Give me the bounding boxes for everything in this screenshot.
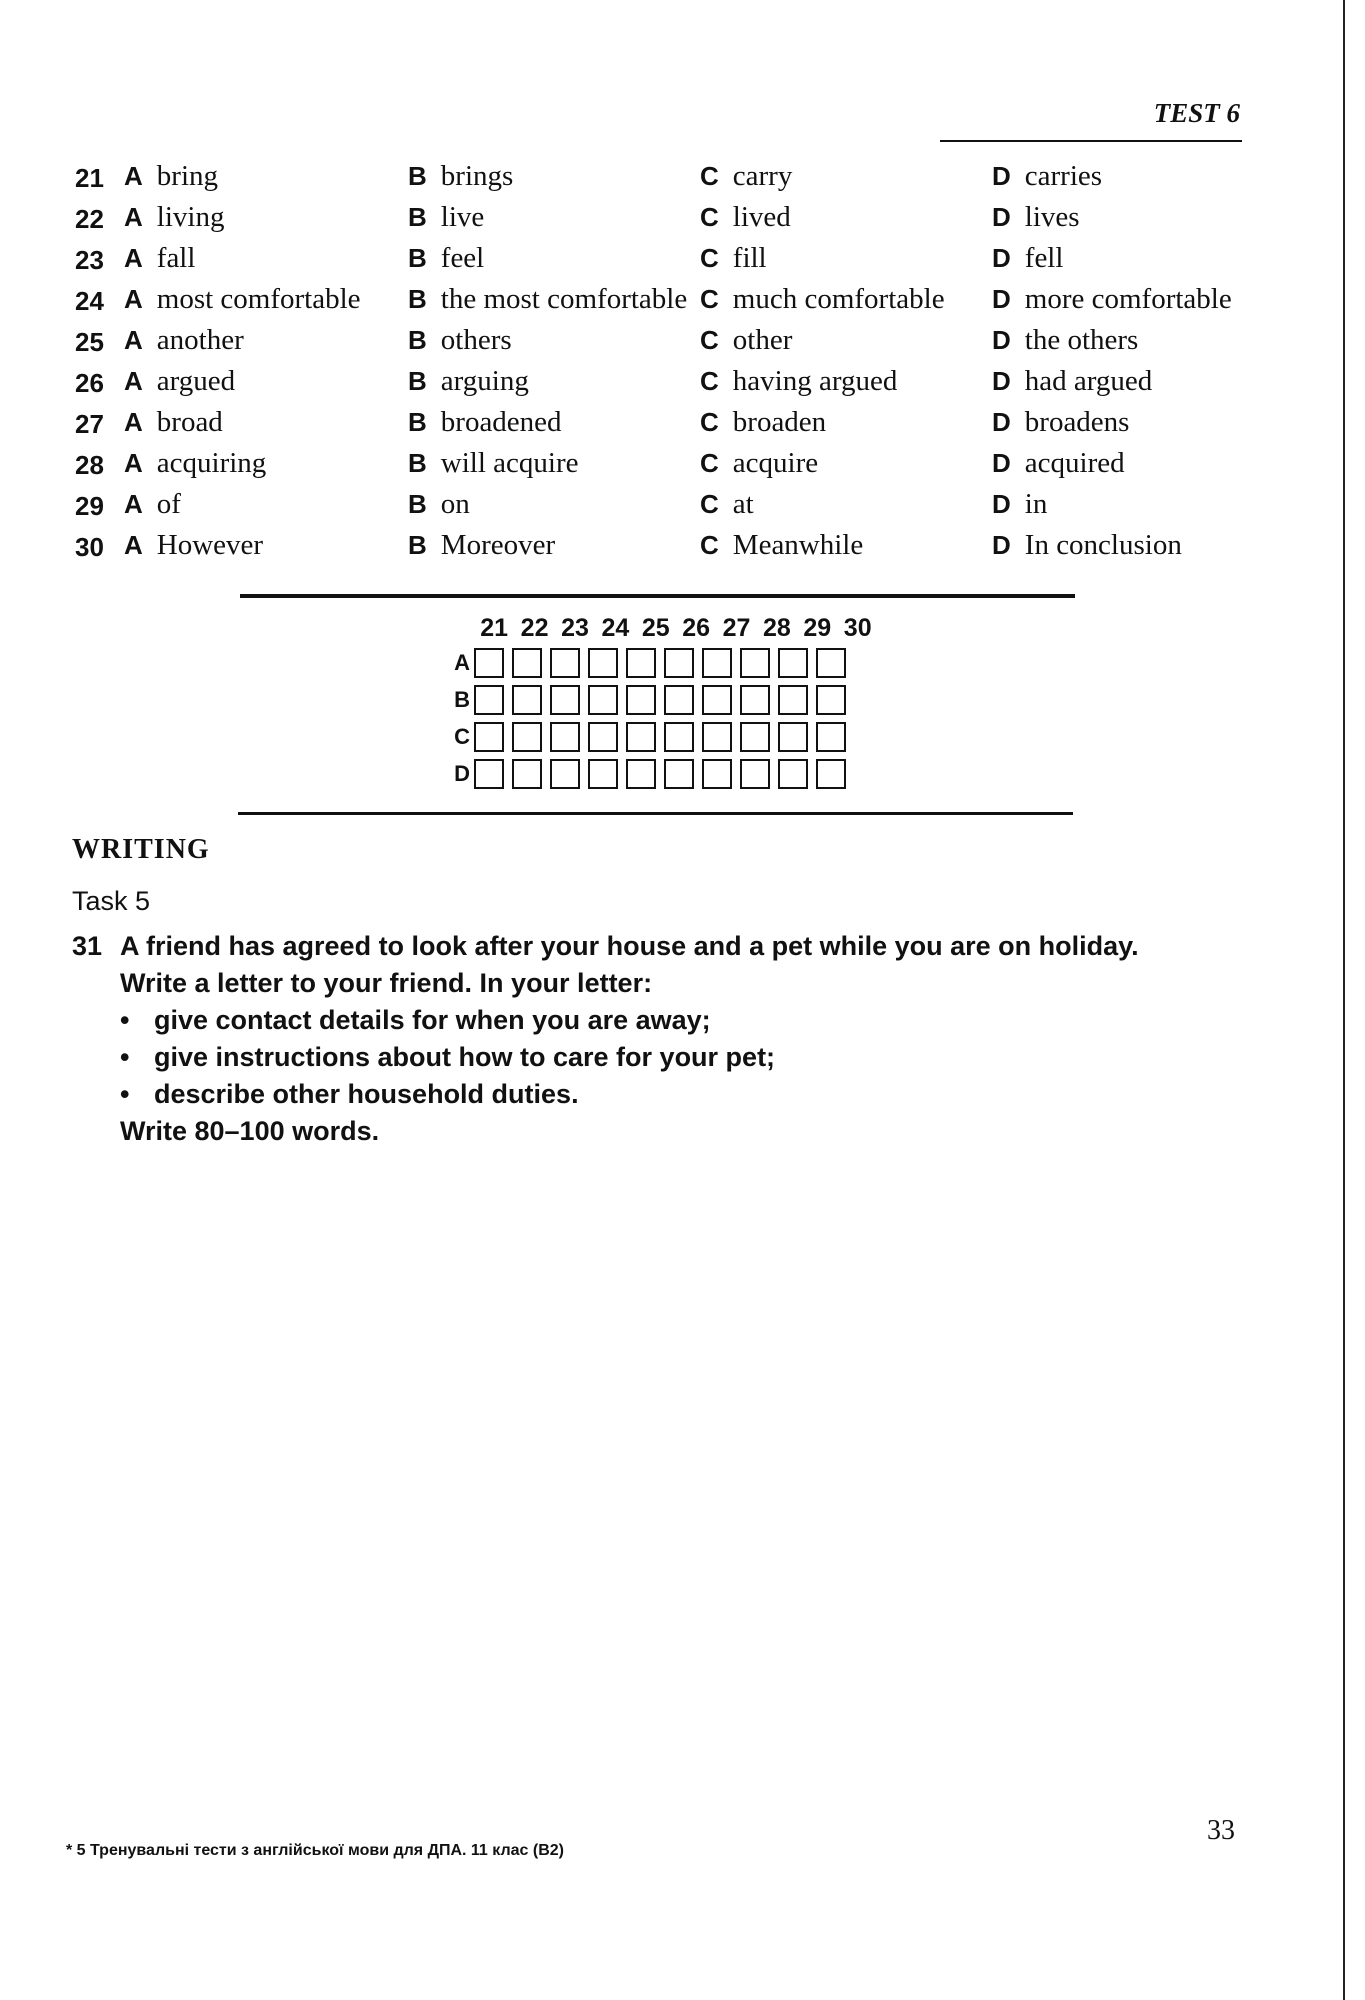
- answer-checkbox[interactable]: [778, 648, 808, 678]
- divider-bottom: [238, 812, 1073, 815]
- option-text: broaden: [732, 406, 827, 438]
- option-d: [992, 406, 1129, 439]
- task-bullets: [120, 1002, 775, 1113]
- question-row: [0, 242, 1365, 284]
- option-text: the most comfortable: [440, 283, 688, 315]
- question-row: [0, 406, 1365, 448]
- option-text: acquiring: [156, 447, 267, 479]
- question-number: 30: [75, 532, 104, 562]
- option-b: [408, 324, 512, 357]
- option-text: live: [440, 201, 485, 233]
- page-number: 33: [1207, 1815, 1235, 1846]
- answer-checkbox[interactable]: [474, 685, 504, 715]
- bullet-text: describe other household duties.: [154, 1079, 579, 1109]
- grid-column-label: 29: [803, 614, 832, 642]
- option-text: feel: [440, 242, 485, 274]
- bullet-item: [120, 1076, 775, 1113]
- question-number: 25: [75, 327, 104, 357]
- option-a: [124, 324, 244, 357]
- answer-checkbox[interactable]: [550, 722, 580, 752]
- option-letter: C: [700, 161, 719, 191]
- task-prompt-line1: A friend has agreed to look after your house and a pet while you are on holiday.: [120, 931, 1139, 961]
- answer-checkbox[interactable]: [512, 648, 542, 678]
- option-text: arguing: [440, 365, 529, 397]
- footer-note: * 5 Тренувальні тести з англійської мови для ДПА. 11 клас (B2): [66, 1842, 564, 1859]
- question-number: 22: [75, 204, 104, 234]
- option-text: However: [156, 529, 264, 561]
- option-c: [700, 160, 792, 193]
- option-letter: B: [408, 407, 427, 437]
- answer-checkbox[interactable]: [740, 648, 770, 678]
- answer-checkbox[interactable]: [550, 648, 580, 678]
- option-letter: D: [992, 448, 1011, 478]
- answer-checkbox[interactable]: [778, 722, 808, 752]
- answer-checkbox[interactable]: [550, 759, 580, 789]
- option-letter: D: [992, 366, 1011, 396]
- option-letter: A: [124, 202, 143, 232]
- answer-checkbox[interactable]: [474, 722, 504, 752]
- grid-row: [440, 685, 854, 715]
- bullet-text: give contact details for when you are away;: [154, 1005, 711, 1035]
- option-text: brings: [440, 160, 514, 192]
- option-letter: C: [700, 202, 719, 232]
- grid-row-label: C: [454, 724, 470, 749]
- answer-checkbox[interactable]: [740, 722, 770, 752]
- option-text: having argued: [732, 365, 898, 397]
- option-letter: C: [700, 530, 719, 560]
- option-text: In conclusion: [1024, 529, 1182, 561]
- header-rule: [940, 140, 1242, 142]
- option-a: [124, 488, 181, 521]
- bullet-item: [120, 1039, 775, 1076]
- option-text: Moreover: [440, 529, 556, 561]
- answer-checkbox[interactable]: [702, 685, 732, 715]
- option-letter: D: [992, 202, 1011, 232]
- grid-row: [440, 648, 854, 678]
- bullet-dot-icon: •: [120, 1079, 130, 1109]
- question-row: [0, 160, 1365, 202]
- option-a: [124, 447, 266, 480]
- option-letter: B: [408, 161, 427, 191]
- option-letter: C: [700, 448, 719, 478]
- option-text: bring: [156, 160, 218, 192]
- option-text: other: [732, 324, 793, 356]
- option-letter: A: [124, 243, 143, 273]
- option-text: carries: [1024, 160, 1103, 192]
- option-c: [700, 447, 818, 480]
- answer-checkbox[interactable]: [512, 685, 542, 715]
- option-d: [992, 447, 1125, 480]
- option-a: [124, 529, 263, 562]
- option-letter: C: [700, 366, 719, 396]
- test-label: TEST 6: [1153, 98, 1240, 128]
- bullet-text: give instructions about how to care for your pet;: [154, 1042, 776, 1072]
- grid-column-label: 30: [843, 614, 872, 642]
- option-letter: C: [700, 284, 719, 314]
- answer-checkbox[interactable]: [550, 685, 580, 715]
- option-letter: A: [124, 448, 143, 478]
- option-text: had argued: [1024, 365, 1153, 397]
- question-number: 29: [75, 491, 104, 521]
- question-number: 21: [75, 163, 104, 193]
- answer-checkbox[interactable]: [626, 685, 656, 715]
- option-text: others: [440, 324, 512, 356]
- option-text: most comfortable: [156, 283, 361, 315]
- option-text: lived: [732, 201, 791, 233]
- option-letter: B: [408, 284, 427, 314]
- answer-checkbox[interactable]: [512, 722, 542, 752]
- option-d: [992, 365, 1152, 398]
- option-b: [408, 283, 687, 316]
- answer-checkbox[interactable]: [816, 759, 846, 789]
- option-text: broadens: [1024, 406, 1130, 438]
- question-number: 26: [75, 368, 104, 398]
- option-d: [992, 283, 1232, 316]
- option-text: will acquire: [440, 447, 579, 479]
- section-title: WRITING: [72, 834, 210, 865]
- option-letter: C: [700, 325, 719, 355]
- option-text: much comfortable: [732, 283, 945, 315]
- question-row: [0, 324, 1365, 366]
- option-c: [700, 406, 826, 439]
- grid-column-label: 28: [763, 614, 791, 642]
- option-letter: B: [408, 489, 427, 519]
- option-b: [408, 201, 484, 234]
- option-b: [408, 160, 513, 193]
- option-letter: D: [992, 489, 1011, 519]
- word-count-instruction: Write 80–100 words.: [120, 1116, 380, 1146]
- answer-checkbox[interactable]: [474, 648, 504, 678]
- answer-checkbox[interactable]: [664, 759, 694, 789]
- option-text: lives: [1024, 201, 1080, 233]
- option-b: [408, 488, 470, 521]
- answer-checkbox[interactable]: [588, 722, 618, 752]
- grid-column-label: 27: [722, 614, 751, 642]
- task-title: Task 5: [72, 886, 151, 916]
- option-b: [408, 406, 562, 439]
- option-letter: B: [408, 530, 427, 560]
- option-letter: A: [124, 161, 143, 191]
- option-letter: D: [992, 325, 1011, 355]
- option-letter: A: [124, 407, 143, 437]
- option-letter: C: [700, 407, 719, 437]
- option-letter: A: [124, 530, 143, 560]
- question-number: 24: [75, 286, 104, 316]
- option-c: [700, 201, 791, 234]
- option-letter: B: [408, 448, 427, 478]
- answer-grid-header: [474, 614, 878, 643]
- option-letter: A: [124, 366, 143, 396]
- answer-checkbox[interactable]: [588, 685, 618, 715]
- task-prompt-line2: Write a letter to your friend. In your letter:: [120, 968, 653, 998]
- answer-checkbox[interactable]: [512, 759, 542, 789]
- grid-column-label: 24: [601, 614, 630, 642]
- option-b: [408, 529, 555, 562]
- option-letter: B: [408, 202, 427, 232]
- option-d: [992, 160, 1102, 193]
- task-number: 31: [72, 931, 103, 961]
- grid-row-label: D: [454, 761, 470, 786]
- question-row: [0, 365, 1365, 407]
- option-letter: A: [124, 489, 143, 519]
- option-c: [700, 529, 863, 562]
- grid-row: [440, 722, 854, 752]
- option-d: [992, 242, 1063, 275]
- option-letter: A: [124, 325, 143, 355]
- answer-checkbox[interactable]: [664, 648, 694, 678]
- option-letter: D: [992, 284, 1011, 314]
- option-text: in: [1024, 488, 1048, 520]
- grid-column-label: 22: [520, 614, 549, 642]
- option-letter: D: [992, 530, 1011, 560]
- option-d: [992, 324, 1138, 357]
- option-text: acquired: [1024, 447, 1125, 479]
- option-c: [700, 242, 767, 275]
- option-a: [124, 160, 218, 193]
- option-letter: D: [992, 407, 1011, 437]
- answer-checkbox[interactable]: [778, 685, 808, 715]
- option-d: [992, 488, 1047, 521]
- bullet-dot-icon: •: [120, 1005, 130, 1035]
- option-a: [124, 283, 361, 316]
- option-text: fill: [732, 242, 767, 274]
- bullet-item: [120, 1002, 775, 1039]
- option-text: more comfortable: [1024, 283, 1232, 315]
- question-row: [0, 529, 1365, 571]
- option-d: [992, 201, 1080, 234]
- answer-checkbox[interactable]: [740, 685, 770, 715]
- question-row: [0, 447, 1365, 489]
- option-letter: C: [700, 243, 719, 273]
- option-letter: C: [700, 489, 719, 519]
- option-letter: B: [408, 366, 427, 396]
- option-text: of: [156, 488, 181, 520]
- question-number: 28: [75, 450, 104, 480]
- grid-row-label: A: [454, 650, 470, 675]
- grid-column-label: 25: [641, 614, 670, 642]
- option-text: the others: [1024, 324, 1139, 356]
- question-row: [0, 488, 1365, 530]
- option-text: fell: [1024, 242, 1064, 274]
- grid-column-label: 21: [480, 614, 509, 642]
- option-text: living: [156, 201, 225, 233]
- option-text: on: [440, 488, 470, 520]
- option-c: [700, 365, 897, 398]
- option-a: [124, 201, 224, 234]
- option-text: Meanwhile: [732, 529, 864, 561]
- option-a: [124, 406, 223, 439]
- option-text: broadened: [440, 406, 562, 438]
- answer-checkbox[interactable]: [626, 759, 656, 789]
- option-c: [700, 324, 792, 357]
- question-number: 27: [75, 409, 104, 439]
- divider-top: [240, 594, 1075, 598]
- grid-column-label: 23: [561, 614, 589, 642]
- option-text: at: [732, 488, 754, 520]
- answer-checkbox[interactable]: [588, 648, 618, 678]
- answer-checkbox[interactable]: [664, 722, 694, 752]
- grid-row: [440, 759, 854, 789]
- grid-column-label: 26: [682, 614, 711, 642]
- option-a: [124, 365, 235, 398]
- answer-checkbox[interactable]: [474, 759, 504, 789]
- option-c: [700, 488, 754, 521]
- option-text: argued: [156, 365, 236, 397]
- answer-checkbox[interactable]: [816, 648, 846, 678]
- option-b: [408, 447, 578, 480]
- option-text: fall: [156, 242, 196, 274]
- option-c: [700, 283, 945, 316]
- answer-checkbox[interactable]: [778, 759, 808, 789]
- grid-row-label: B: [454, 687, 470, 712]
- option-a: [124, 242, 195, 275]
- answer-checkbox[interactable]: [588, 759, 618, 789]
- option-letter: B: [408, 325, 427, 355]
- option-text: another: [156, 324, 244, 356]
- answer-checkbox[interactable]: [740, 759, 770, 789]
- option-text: acquire: [732, 447, 819, 479]
- answer-checkbox[interactable]: [816, 685, 846, 715]
- option-d: [992, 529, 1182, 562]
- question-row: [0, 283, 1365, 325]
- answer-checkbox[interactable]: [626, 722, 656, 752]
- answer-checkbox[interactable]: [702, 759, 732, 789]
- answer-checkbox[interactable]: [702, 722, 732, 752]
- option-letter: D: [992, 161, 1011, 191]
- option-text: carry: [732, 160, 793, 192]
- option-text: broad: [156, 406, 223, 438]
- option-letter: B: [408, 243, 427, 273]
- bullet-dot-icon: •: [120, 1042, 130, 1072]
- answer-checkbox[interactable]: [626, 648, 656, 678]
- option-letter: A: [124, 284, 143, 314]
- option-letter: D: [992, 243, 1011, 273]
- option-b: [408, 365, 529, 398]
- answer-checkbox[interactable]: [816, 722, 846, 752]
- answer-checkbox[interactable]: [664, 685, 694, 715]
- question-row: [0, 201, 1365, 243]
- answer-checkbox[interactable]: [702, 648, 732, 678]
- question-number: 23: [75, 245, 104, 275]
- option-b: [408, 242, 484, 275]
